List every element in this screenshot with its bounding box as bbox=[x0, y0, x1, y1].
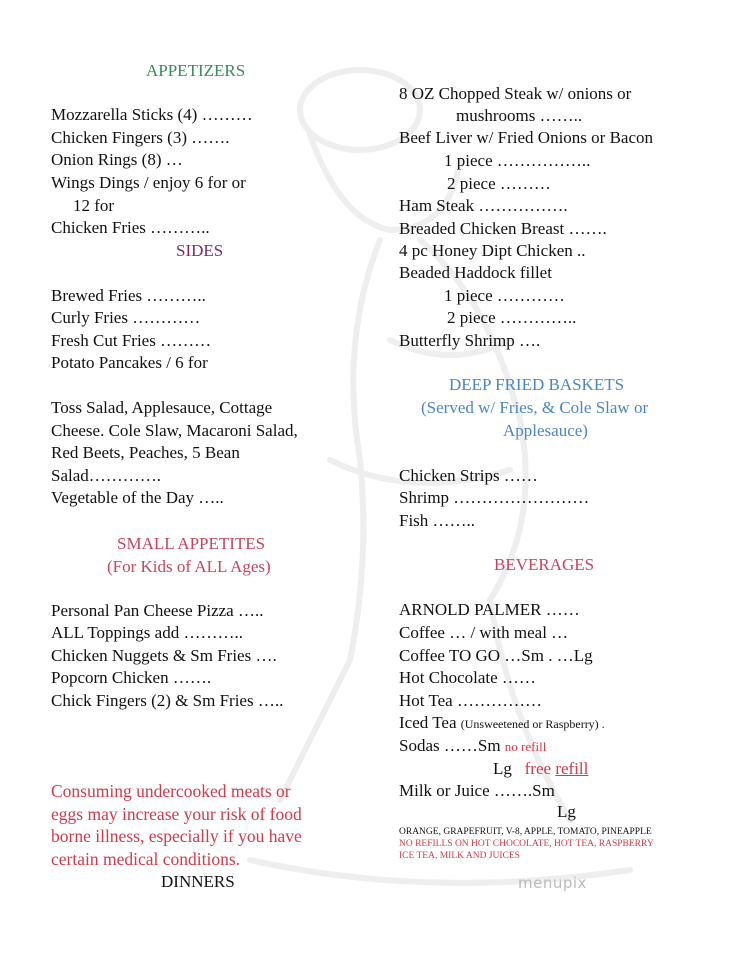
food-safety-warning: Consuming undercooked meats or bbox=[51, 781, 291, 801]
baskets-subheading: (Served w/ Fries, & Cole Slaw or bbox=[421, 398, 649, 417]
menu-item: Shrimp …………………… bbox=[399, 488, 590, 507]
dinners-heading: DINNERS bbox=[161, 872, 235, 891]
food-safety-warning: borne illness, especially if you have bbox=[51, 826, 302, 846]
menu-item: Brewed Fries ……….. bbox=[51, 286, 206, 305]
menu-item: Fish …….. bbox=[399, 511, 476, 530]
menu-item: Coffee … / with meal … bbox=[399, 623, 569, 642]
food-safety-warning: eggs may increase your risk of food bbox=[51, 804, 302, 824]
menu-item: Mozzarella Sticks (4) ……… bbox=[51, 105, 253, 124]
menu-item: Popcorn Chicken ……. bbox=[51, 668, 212, 687]
menu-item: ALL Toppings add ……….. bbox=[51, 623, 243, 642]
iced-tea-note: (Unsweetened or Raspberry) . bbox=[460, 717, 605, 731]
menu-item: 12 for bbox=[73, 196, 115, 215]
menu-item: Chicken Fries ……….. bbox=[51, 218, 210, 237]
menu-item bbox=[399, 735, 546, 758]
free-refill-note-refill: refill bbox=[555, 759, 589, 778]
menu-item: Potato Pancakes / 6 for bbox=[51, 353, 208, 372]
menupix-watermark: menupix bbox=[518, 874, 587, 892]
menu-item: 2 piece ……… bbox=[447, 174, 551, 193]
food-safety-warning: certain medical conditions. bbox=[51, 849, 241, 869]
menu-item: Chicken Nuggets & Sm Fries …. bbox=[51, 646, 277, 665]
menu-item: Hot Tea …………… bbox=[399, 691, 542, 710]
juice-list: ORANGE, GRAPEFRUIT, V-8, APPLE, TOMATO, PINEAPPLE bbox=[399, 827, 652, 837]
menu-item: Milk or Juice …….Sm bbox=[399, 781, 555, 800]
baskets-subheading: Applesauce) bbox=[503, 421, 588, 440]
menu-item: Curly Fries ………… bbox=[51, 308, 201, 327]
iced-tea-label: Iced Tea bbox=[399, 713, 457, 732]
side-salads-line: Cheese. Cole Slaw, Macaroni Salad, bbox=[51, 421, 298, 440]
menu-item: ARNOLD PALMER …… bbox=[399, 600, 580, 619]
menu-item: 1 piece ………… bbox=[444, 286, 565, 305]
menu-item: Fresh Cut Fries ……… bbox=[51, 331, 212, 350]
menu-item: 8 OZ Chopped Steak w/ onions or bbox=[399, 84, 632, 103]
menu-item: Hot Chocolate …… bbox=[399, 668, 536, 687]
menu-item: Butterfly Shrimp …. bbox=[399, 331, 541, 350]
menu-item bbox=[399, 712, 605, 735]
sides-heading: SIDES bbox=[176, 241, 224, 260]
menu-item: 4 pc Honey Dipt Chicken .. bbox=[399, 241, 586, 260]
menu-item: mushrooms …….. bbox=[456, 106, 583, 125]
menu-item: Personal Pan Cheese Pizza ….. bbox=[51, 601, 264, 620]
menu-item: Wings Dings / enjoy 6 for or bbox=[51, 173, 246, 192]
menu-item: Vegetable of the Day ….. bbox=[51, 488, 224, 507]
beverages-heading: BEVERAGES bbox=[494, 555, 595, 574]
side-salads-line: Red Beets, Peaches, 5 Bean bbox=[51, 443, 240, 462]
refill-policy-note: NO REFILLS ON HOT CHOCOLATE, HOT TEA, RASPBERRY bbox=[399, 839, 654, 849]
menu-item: 2 piece ………….. bbox=[447, 308, 577, 327]
menu-item: Chicken Fingers (3) ……. bbox=[51, 128, 230, 147]
appetizers-heading: APPETIZERS bbox=[146, 61, 246, 80]
free-refill-note-free: free bbox=[524, 759, 552, 778]
menu-item: Coffee TO GO …Sm . …Lg bbox=[399, 646, 593, 665]
no-refill-note: no refill bbox=[504, 739, 547, 754]
deep-fried-baskets-heading: DEEP FRIED BASKETS bbox=[449, 375, 625, 394]
menu-item: Breaded Chicken Breast ……. bbox=[399, 219, 607, 238]
sodas-label: Sodas ……Sm bbox=[399, 736, 501, 755]
milk-large-label: Lg bbox=[557, 802, 576, 821]
side-salads-line: Salad…………. bbox=[51, 466, 162, 485]
small-appetites-heading: SMALL APPETITES bbox=[117, 534, 266, 553]
side-salads-line: Toss Salad, Applesauce, Cottage bbox=[51, 398, 273, 417]
menu-item: Beaded Haddock fillet bbox=[399, 263, 552, 282]
menu-item: 1 piece …………….. bbox=[444, 151, 591, 170]
menu-item: Onion Rings (8) … bbox=[51, 150, 183, 169]
menu-item: Beef Liver w/ Fried Onions or Bacon bbox=[399, 128, 653, 147]
sodas-large-label: Lg bbox=[493, 759, 512, 778]
refill-policy-note: ICE TEA, MILK AND JUICES bbox=[399, 851, 520, 861]
menu-item bbox=[493, 758, 588, 780]
small-appetites-subheading: (For Kids of ALL Ages) bbox=[107, 557, 271, 576]
menu-item: Ham Steak ……………. bbox=[399, 196, 568, 215]
menu-item: Chick Fingers (2) & Sm Fries ….. bbox=[51, 691, 284, 710]
menu-item: Chicken Strips …… bbox=[399, 466, 538, 485]
